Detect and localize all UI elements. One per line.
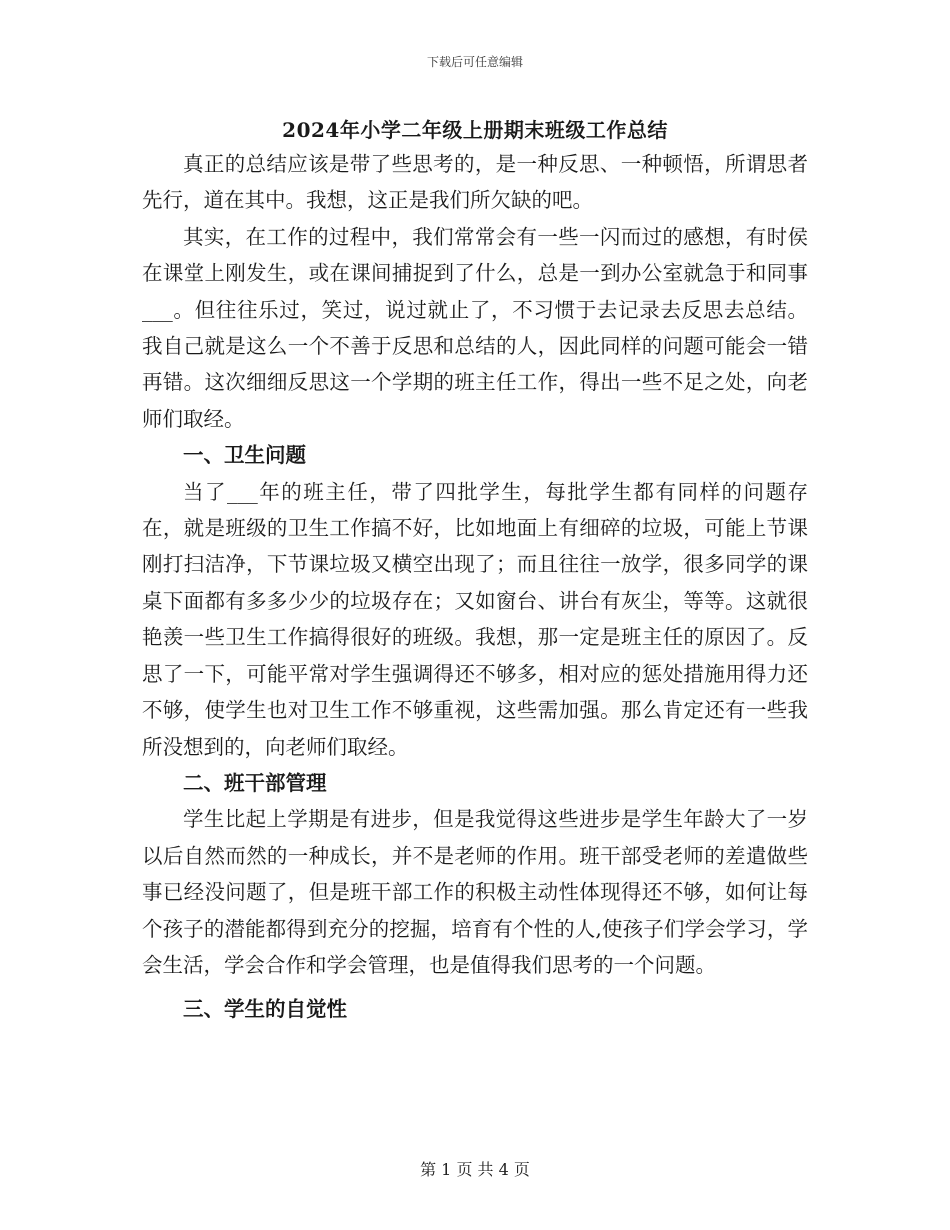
section-heading-hygiene: 一、卫生问题 [183, 443, 306, 468]
header-note: 下载后可任意编辑 [426, 55, 523, 69]
document-body [142, 146, 808, 1028]
intro-paragraph: 其实，在工作的过程中，我们常常会有一些一闪而过的感想，有时侯在课堂上刚发生，或在课间捕捉到了什么，总是一到办公室就急于和同事___。但往往乐过，笑过，说过就止了，不习惯于去记录去反思去总结。我自己就是这么一个不善于反思和总结的人，因此同样的问题可能会一错再错。这次细细反思这一个学期的班主任工作，得出一些不足之处，向老师们取经。 [142, 224, 808, 431]
intro-paragraph: 真正的总结应该是带了些思考的，是一种反思、一种顿悟，所谓思者先行，道在其中。我想，这正是我们所欠缺的吧。 [142, 152, 808, 213]
section-paragraph-class-cadre: 学生比起上学期是有进步，但是我觉得这些进步是学生年龄大了一岁以后自然而然的一种成长，并不是老师的作用。班干部受老师的差遣做些事已经没问题了，但是班干部工作的积极主动性体现得还不够，如何让每个孩子的潜能都得到充分的挖掘，培育有个性的人,使孩子们学会学习，学会生活，学会合作和学会管理，也是值得我们思考的一个问题。 [142, 807, 808, 977]
page-number: 第 1 页 共 4 页 [420, 1160, 530, 1179]
section-heading-self-discipline: 三、学生的自觉性 [183, 997, 347, 1022]
document-title: 2024年小学二年级上册期末班级工作总结 [282, 118, 668, 142]
section-heading-class-cadre: 二、班干部管理 [183, 770, 327, 795]
section-paragraph-hygiene: 当了___年的班主任，带了四批学生，每批学生都有同样的问题存在，就是班级的卫生工作搞不好，比如地面上有细碎的垃圾，可能上节课刚打扫洁净，下节课垃圾又横空出现了；而且往往一放学，很多同学的课桌下面都有多多少少的垃圾存在；又如窗台、讲台有灰尘，等等。这就很艳羡一些卫生工作搞得很好的班级。我想，那一定是班主任的原因了。反思了一下，可能平常对学生强调得还不够多，相对应的惩处措施用得力还不够，使学生也对卫生工作不够重视，这些需加强。那么肯定还有一些我所没想到的，向老师们取经。 [142, 479, 808, 759]
